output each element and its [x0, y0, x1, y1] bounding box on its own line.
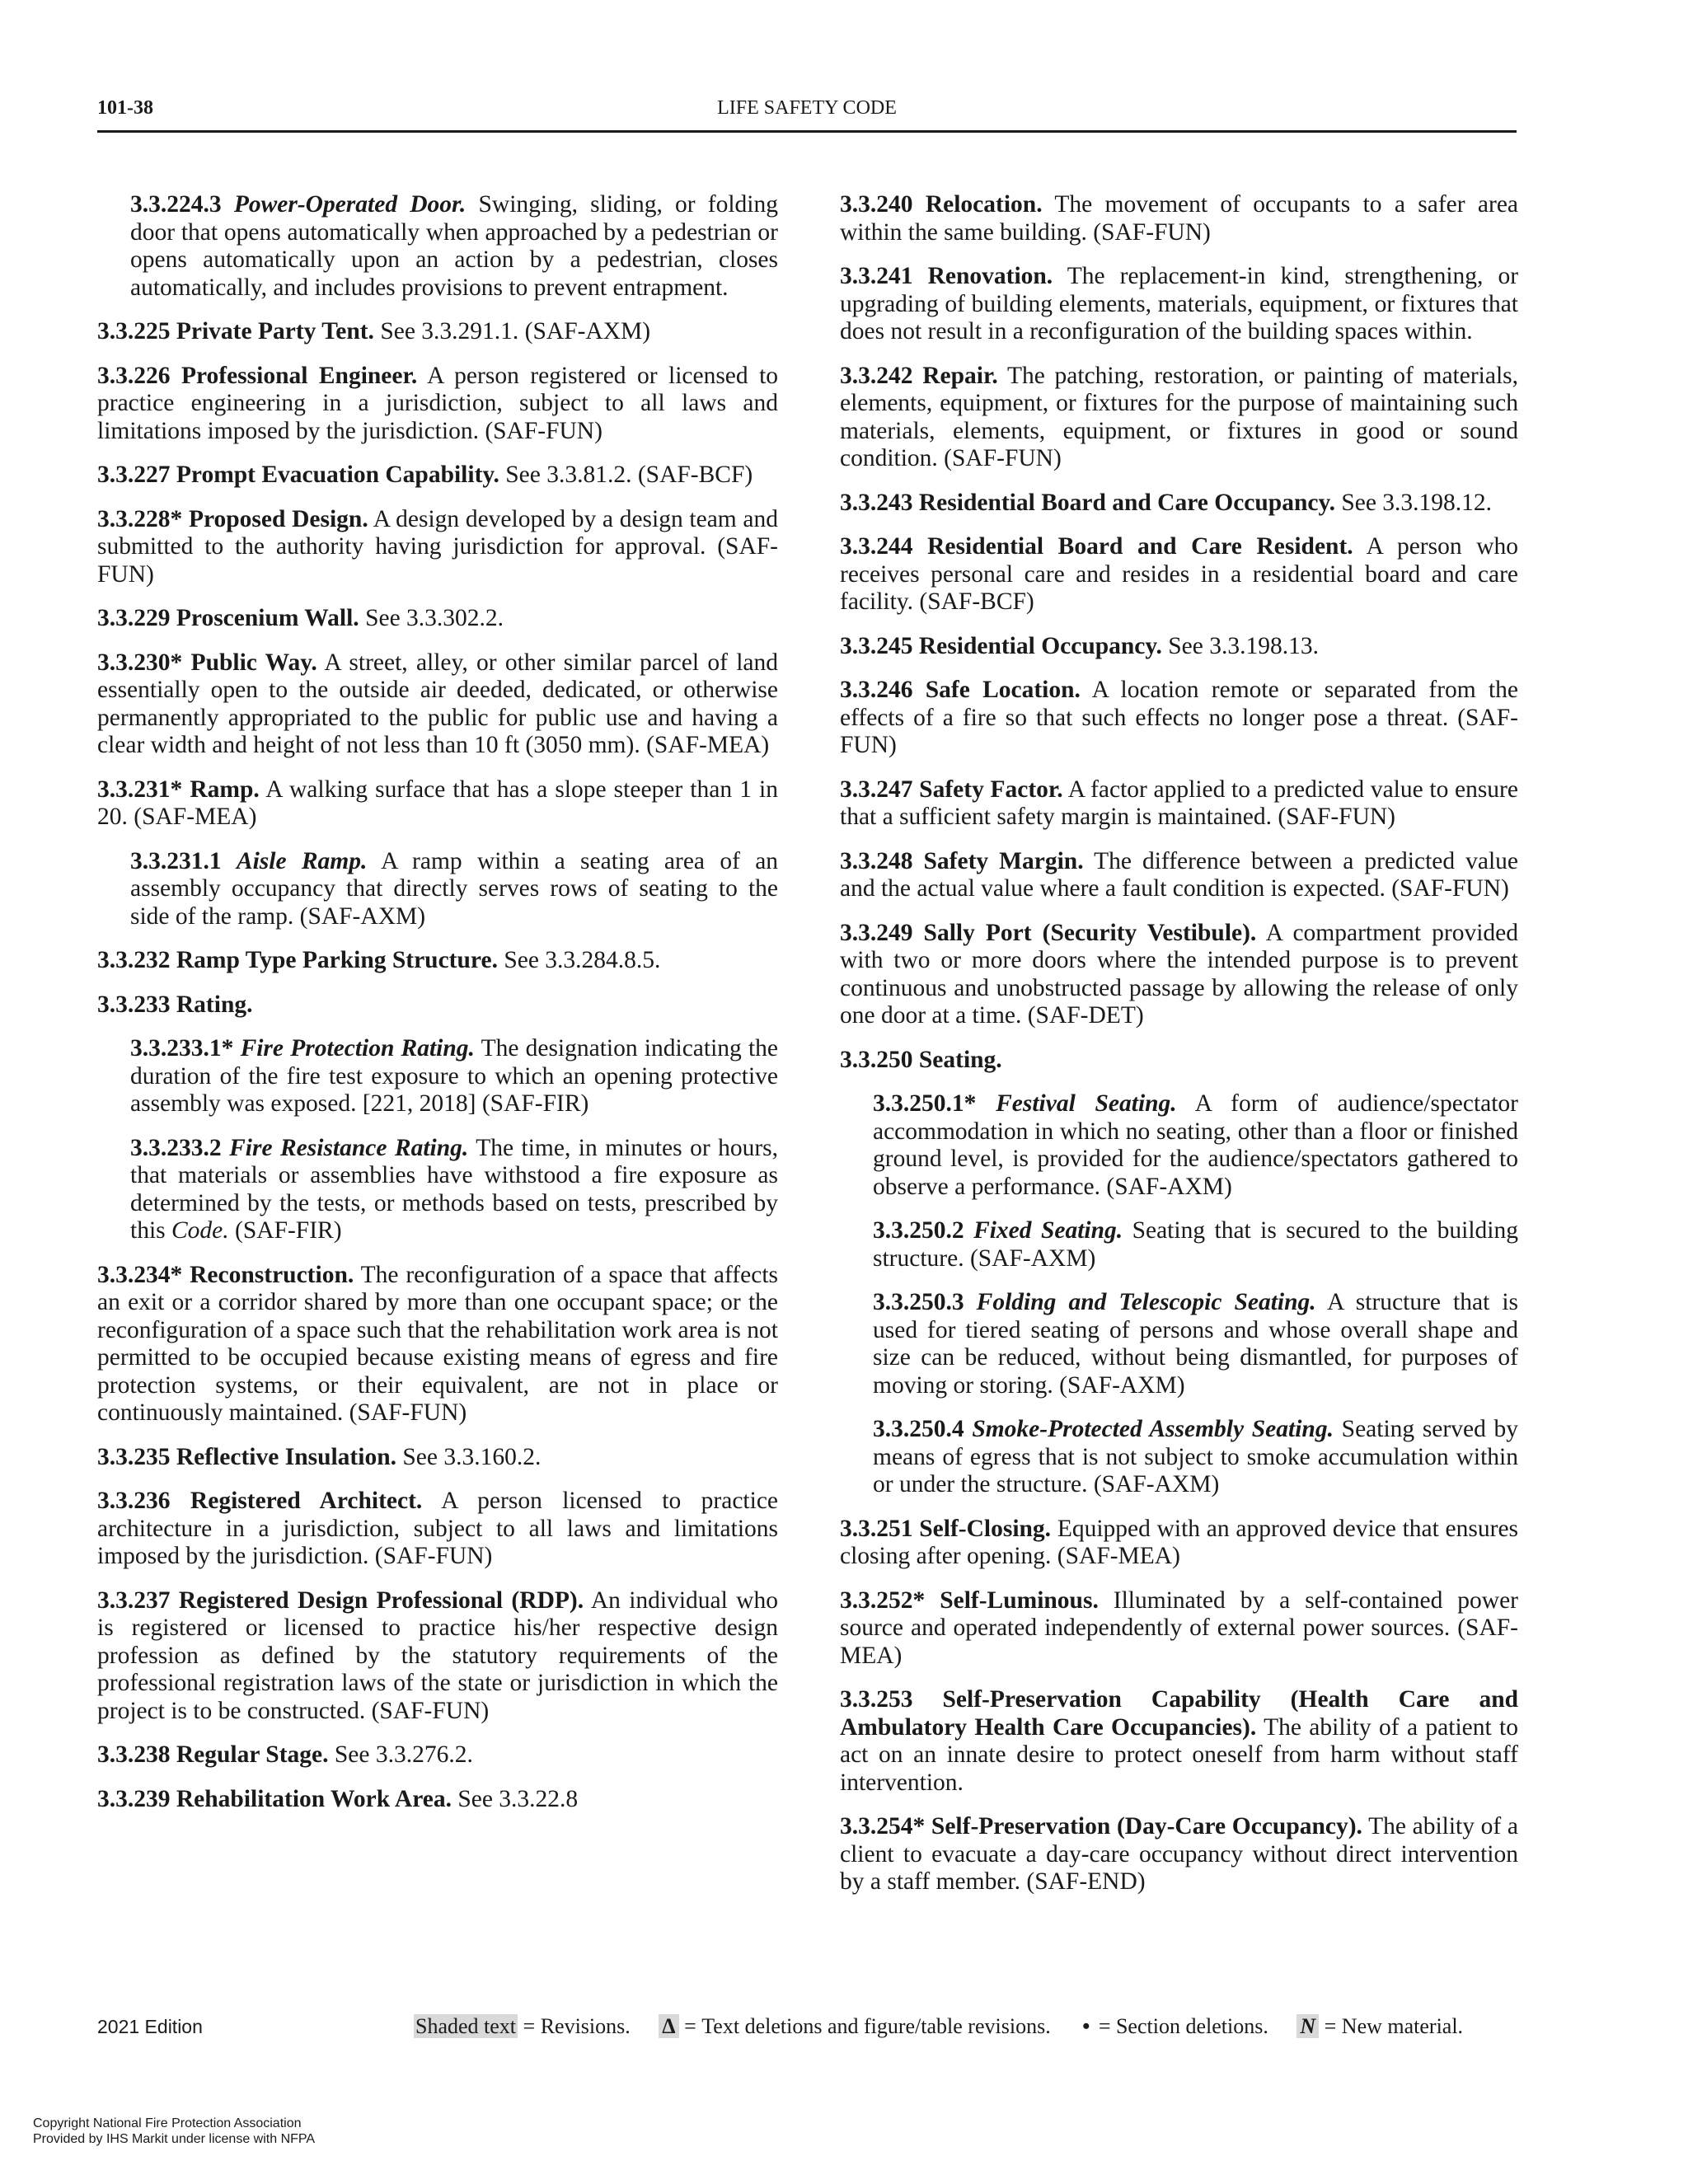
defined-term: Residential Board and Care Resident.: [927, 533, 1353, 560]
defined-term: Seating.: [918, 1046, 1002, 1073]
section-number: 3.3.233: [97, 991, 171, 1018]
defined-term: Self-Preservation Capability (Health Care and Ambulatory Health Care Occupancies).: [840, 1686, 1519, 1741]
definition-text: A walking surface that has a slope steeper than 1 in 20. (SAF-MEA): [97, 776, 778, 830]
defined-term: Safety Factor.: [919, 776, 1063, 803]
definition-entry: [97, 649, 778, 760]
definition-entry: [840, 363, 1518, 473]
defined-term: Rating.: [176, 991, 253, 1018]
legend-new-desc: = New material.: [1319, 2014, 1464, 2038]
section-number: 3.3.250.4: [873, 1416, 964, 1442]
defined-term: Aisle Ramp.: [236, 847, 368, 874]
defined-term: Proscenium Wall.: [176, 605, 359, 631]
defined-term: Ramp.: [190, 776, 260, 803]
definition-entry: [130, 1035, 778, 1118]
definition-text: The time, in minutes or hours, that materials or assemblies have withstood a fire exposure as determined by the tests, or methods based on tests, prescribed by this: [130, 1134, 779, 1244]
legend-shaded-desc: = Revisions.: [518, 2014, 631, 2038]
defined-term: Registered Architect.: [190, 1488, 423, 1514]
defined-term: Self-Luminous.: [940, 1586, 1099, 1614]
definition-entry: [97, 947, 778, 975]
section-number: 3.3.250.2: [873, 1217, 964, 1244]
definition-text: Seating that is secured to the building structure. (SAF-AXM): [873, 1217, 1518, 1272]
definition-entry: [97, 363, 778, 446]
section-number: 3.3.240: [840, 191, 913, 218]
definition-text: The ability of a patient to act on an innate desire to protect oneself from harm without staff intervention.: [840, 1713, 1518, 1796]
definition-entry: [97, 991, 778, 1019]
section-number: 3.3.228*: [97, 505, 183, 532]
section-number: 3.3.233.2: [130, 1134, 222, 1161]
copyright-notice: [33, 2116, 315, 2147]
definition-entry: [97, 318, 778, 346]
definition-entry: [873, 1217, 1518, 1272]
section-number: 3.3.225: [97, 318, 171, 344]
defined-term: Private Party Tent.: [176, 318, 374, 344]
definition-text: A street, alley, or other similar parcel of land essentially open to the outside air deeded, dedicated, or otherwise permanently appropriated to the public for public use and having a clear width and height of not less than 10 ft (3050 mm). (SAF-MEA): [97, 649, 779, 758]
defined-term: Prompt Evacuation Capability.: [176, 462, 499, 488]
section-number: 3.3.250.3: [873, 1289, 964, 1315]
definition-text: A structure that is used for tiered seating of persons and whose overall shape and size can be reduced, without being dismantled, for purposes of moving or storing. (SAF-AXM): [873, 1289, 1519, 1399]
defined-term: Rehabilitation Work Area.: [176, 1785, 452, 1812]
defined-term: Smoke-Protected Assembly Seating.: [972, 1416, 1334, 1442]
definition-entry: [873, 1289, 1518, 1399]
section-number: 3.3.236: [97, 1488, 171, 1514]
definition-entry: [97, 506, 778, 589]
defined-term: Registered Design Professional (RDP).: [178, 1586, 584, 1614]
section-number: 3.3.250.1*: [873, 1090, 977, 1117]
definition-entry: [97, 1488, 778, 1571]
section-number: 3.3.233.1*: [130, 1035, 234, 1062]
section-number: 3.3.250: [840, 1046, 913, 1073]
section-number: 3.3.226: [97, 362, 171, 389]
definition-text: A compartment provided with two or more doors where the intended purpose is to prevent continuous and unobstructed passage by allowing the release of only one door at a time. (SAF-DET): [840, 919, 1518, 1029]
definition-text: See 3.3.81.2. (SAF-BCF): [505, 462, 753, 488]
definition-entry: [97, 1587, 778, 1726]
section-number: 3.3.230*: [97, 649, 183, 676]
page-number: 101-38: [97, 97, 153, 119]
section-number: 3.3.227: [97, 462, 171, 488]
definition-entry: [97, 1741, 778, 1769]
definition-entry: [130, 848, 778, 931]
page-header: [97, 97, 1517, 133]
definition-entry: [97, 1444, 778, 1472]
section-number: 3.3.235: [97, 1443, 171, 1470]
definition-text: The movement of occupants to a safer area within the same building. (SAF-FUN): [840, 191, 1519, 246]
defined-term: Regular Stage.: [176, 1741, 329, 1768]
definition-entry: [840, 776, 1518, 832]
delta-icon: Δ: [659, 2014, 678, 2038]
defined-term: Ramp Type Parking Structure.: [176, 947, 498, 973]
edition-label: 2021 Edition: [97, 2016, 203, 2037]
section-number: 3.3.224.3: [130, 191, 222, 218]
definition-entry: [840, 1587, 1518, 1671]
defined-term: Residential Board and Care Occupancy.: [918, 489, 1335, 516]
section-number: 3.3.232: [97, 947, 171, 973]
defined-term: Residential Occupancy.: [918, 632, 1162, 659]
definition-text: The difference between a predicted value and the actual value where a fault condition is expected. (SAF-FUN): [840, 847, 1519, 902]
defined-term: Fixed Seating.: [973, 1217, 1123, 1244]
section-number: 3.3.249: [840, 919, 913, 946]
section-number: 3.3.248: [840, 847, 913, 874]
section-number: 3.3.244: [840, 533, 913, 560]
section-number: 3.3.252*: [840, 1586, 926, 1614]
defined-term: Power-Operated Door.: [233, 191, 467, 218]
definition-entry: [840, 1686, 1518, 1797]
new-material-icon: N: [1296, 2014, 1319, 2038]
definition-entry: [840, 920, 1518, 1030]
definition-text: A design developed by a design team and submitted to the authority having jurisdiction for approval. (SAF-FUN): [97, 505, 779, 588]
definition-entry: [873, 1090, 1518, 1201]
definition-entry: [840, 1813, 1518, 1896]
section-number: 3.3.245: [840, 632, 913, 659]
definition-text: A ramp within a seating area of an assembly occupancy that directly serves rows of seating to the side of the ramp. (SAF-AXM): [130, 847, 779, 930]
defined-term: Safety Margin.: [923, 847, 1084, 874]
defined-term: Fire Protection Rating.: [240, 1035, 475, 1062]
definition-entry: [840, 1516, 1518, 1571]
defined-term: Reconstruction.: [190, 1261, 354, 1288]
definition-text-tail: (SAF-FIR): [228, 1217, 342, 1244]
definition-text: See 3.3.291.1. (SAF-AXM): [380, 318, 651, 344]
section-number: 3.3.239: [97, 1785, 171, 1812]
defined-term: Relocation.: [925, 191, 1043, 218]
definition-entry: [97, 776, 778, 832]
definition-text: Illuminated by a self-contained power source and operated independently of external power sources. (SAF-MEA): [840, 1586, 1518, 1669]
definition-text-italic: Code.: [171, 1217, 229, 1244]
defined-term: Repair.: [922, 362, 998, 389]
definition-entry: [97, 1262, 778, 1427]
definition-text: Equipped with an approved device that ensures closing after opening. (SAF-MEA): [840, 1515, 1519, 1569]
section-number: 3.3.234*: [97, 1261, 183, 1288]
defined-term: Self-Closing.: [919, 1515, 1052, 1542]
definition-text: A person licensed to practice architecture in a jurisdiction, subject to all laws and limitations imposed by the jurisdiction. (SAF-FUN): [97, 1488, 779, 1569]
definition-text: See 3.3.22.8: [457, 1785, 579, 1812]
defined-term: Proposed Design.: [188, 505, 368, 532]
definition-text: A factor applied to a predicted value to ensure that a sufficient safety margin is maintained. (SAF-FUN): [840, 776, 1518, 830]
legend-shaded-sample: Shaded text: [415, 2014, 517, 2038]
definition-entry: [840, 677, 1518, 760]
defined-term: Fire Resistance Rating.: [229, 1134, 469, 1161]
section-number: 3.3.246: [840, 677, 913, 703]
definition-entry: [840, 533, 1518, 616]
section-number: 3.3.253: [840, 1686, 913, 1713]
section-number: 3.3.231*: [97, 776, 183, 803]
definition-entry: [97, 605, 778, 633]
definition-text: A person who receives personal care and resides in a residential board and care facility. (SAF-BCF): [840, 533, 1519, 615]
definition-text: See 3.3.198.12.: [1341, 489, 1493, 516]
section-number: 3.3.242: [840, 362, 913, 389]
definition-text: Swinging, sliding, or folding door that opens automatically when approached by a pedestrian or opens automatically upon an action by a pedestrian, closes automatically, and includes provisions to prevent entrapment.: [130, 191, 778, 301]
definition-text: See 3.3.276.2.: [334, 1741, 473, 1768]
defined-term: Sally Port (Security Vestibule).: [923, 919, 1257, 946]
defined-term: Festival Seating.: [996, 1090, 1177, 1117]
section-number: 3.3.241: [840, 263, 913, 289]
definition-entry: [130, 1135, 778, 1245]
definition-entry: [840, 490, 1518, 518]
definition-entry: [97, 1786, 778, 1814]
defined-term: Renovation.: [927, 263, 1053, 289]
right-column: [840, 191, 1518, 1913]
defined-term: Self-Preservation (Day-Care Occupancy).: [931, 1813, 1362, 1840]
bullet-icon: •: [1082, 2014, 1090, 2038]
section-number: 3.3.247: [840, 776, 913, 803]
definition-text: A person registered or licensed to practice engineering in a jurisdiction, subject to all laws and limitations imposed by the jurisdiction. (SAF-FUN): [97, 362, 779, 444]
definition-entry: [97, 462, 778, 490]
definition-entry: [840, 633, 1518, 661]
section-number: 3.3.229: [97, 605, 171, 631]
definition-text: The patching, restoration, or painting of materials, elements, equipment, or fixtures for the purpose of maintaining such materials, elements, equipment, or fixtures in good or sound condition. (SAF-FUN): [840, 362, 1519, 471]
section-number: 3.3.251: [840, 1515, 913, 1542]
legend-delta-desc: = Text deletions and figure/table revisions.: [678, 2014, 1051, 2038]
defined-term: Reflective Insulation.: [176, 1443, 396, 1470]
definition-text: The replacement-in kind, strengthening, or upgrading of building elements, materials, equipment, or fixtures that does not result in a reconfiguration of the building spaces within.: [840, 263, 1519, 344]
definition-entry: [840, 1047, 1518, 1075]
section-number: 3.3.243: [840, 489, 913, 516]
definition-text: See 3.3.302.2.: [365, 605, 504, 631]
section-number: 3.3.238: [97, 1741, 171, 1768]
definition-text: Seating served by means of egress that is not subject to smoke accumulation within or under the structure. (SAF-AXM): [873, 1416, 1519, 1497]
legend-bullet-desc: = Section deletions.: [1093, 2014, 1268, 2038]
definition-text: A location remote or separated from the effects of a fire so that such effects no longer pose a threat. (SAF-FUN): [840, 677, 1519, 758]
revision-legend: [414, 2014, 1463, 2039]
definition-text: See 3.3.284.8.5.: [504, 947, 661, 973]
section-number: 3.3.237: [97, 1586, 171, 1614]
license-line: Provided by IHS Markit under license with NFPA: [33, 2132, 316, 2146]
definition-text: See 3.3.198.13.: [1168, 632, 1319, 659]
definition-entry: [840, 263, 1518, 346]
section-number: 3.3.254*: [840, 1813, 926, 1840]
definition-text: The reconfiguration of a space that affects an exit or a corridor shared by more than one occupant space; or the reconfiguration of a space such that the rehabilitation work area is not permitted to be occupied because existing means of egress and fire protection systems, or their equivalent, are not in place or continuously maintained. (SAF-FUN): [97, 1261, 778, 1426]
defined-term: Safe Location.: [925, 677, 1081, 703]
copyright-line: Copyright National Fire Protection Association: [33, 2116, 302, 2130]
defined-term: Folding and Telescopic Seating.: [976, 1289, 1316, 1315]
definition-entry: [873, 1416, 1518, 1499]
running-title: LIFE SAFETY CODE: [717, 97, 897, 119]
section-number: 3.3.231.1: [130, 847, 222, 874]
definition-text: See 3.3.160.2.: [402, 1443, 542, 1470]
definition-entry: [840, 191, 1518, 246]
definition-text: A form of audience/spectator accommodation in which no seating, other than a floor or finished ground level, is provided for the audience/spectators gathered to observe a performance. (SAF-AXM): [873, 1090, 1519, 1200]
definition-entry: [130, 191, 778, 302]
definition-entry: [840, 848, 1518, 903]
left-column: [97, 191, 778, 1830]
definition-text: The ability of a client to evacuate a day-care occupancy without direct intervention by a staff member. (SAF-END): [840, 1813, 1518, 1895]
defined-term: Professional Engineer.: [181, 362, 418, 389]
definition-text: The designation indicating the duration of the fire test exposure to which an opening protective assembly was exposed. [221, 2018] (SAF-FIR): [130, 1035, 778, 1117]
defined-term: Public Way.: [190, 649, 317, 676]
definition-text: An individual who is registered or licensed to practice his/her respective design profession as defined by the statutory requirements of the professional registration laws of the state or jurisdiction in which the project is to be constructed. (SAF-FUN): [97, 1586, 778, 1724]
